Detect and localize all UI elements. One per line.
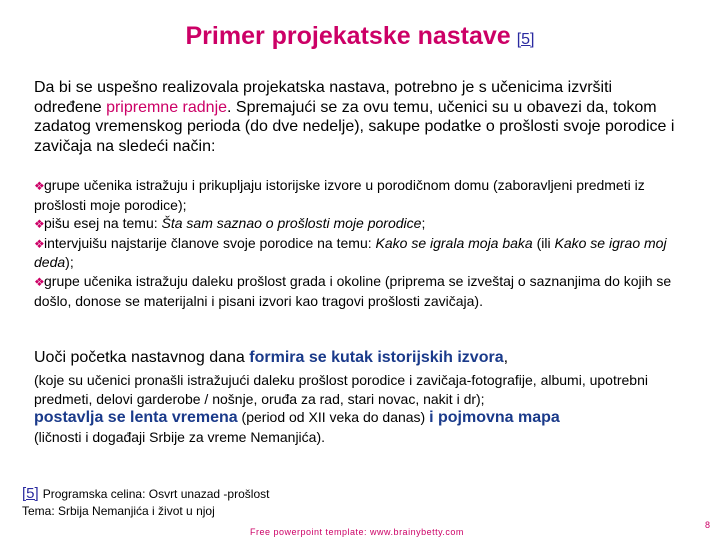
bullet-italic-2: Kako se igrao moj deda [34,234,667,271]
detail-bold-2: i pojmovna mapa [429,409,560,426]
intro-part2: . Spremajući se za ovu temu, učenici su u obavezi da, tokom zadatog vremenskog perioda (do dve nedelje), sakupe podatke o prošlosti svoje porodice i zavičaja na sledeći način: [34,98,675,155]
bullet-text: pišu esej na temu: [44,215,162,232]
bullet-after: ; [421,215,426,232]
bullet-text: grupe učenika istražuju i prikupljaju istorijske izvore u porodičnom domu (zaboravljeni predmeti iz prošlosti moje porodice); [34,177,645,213]
footnote-reference-link[interactable]: [5] [22,485,39,502]
diamond-bullet-icon: ❖ [34,274,45,289]
slide-title [0,22,720,51]
title-reference-link[interactable]: [5] [516,31,535,48]
bullet-text: grupe učenika istražuju daleku prošlost grada i okoline (priprema se izveštaj o saznanjima do kojih se došlo, donose se materijalni i pisani izvori kao tragovi prošlosti zavičaja). [34,272,672,309]
footnote-line-1 [22,485,269,503]
detail-paragraph [34,371,694,446]
intro-part1: Da bi se uspešno realizovala projekatska nastava, potrebno je s učenicima izvršiti određene [34,79,613,116]
lead-part2: , [503,349,509,366]
detail-part2: (period od XII veka do danas) [237,409,430,425]
footnote [22,485,269,520]
intro-paragraph [34,78,684,156]
list-item [34,234,694,272]
detail-part3: (ličnosti i događaji Srbije za vreme Nemanjića). [34,428,326,445]
diamond-bullet-icon: ❖ [34,179,45,193]
bullet-after-2: ); [65,254,74,271]
bullet-text: intervjuišu najstarije članove svoje porodice na temu: [44,234,376,251]
bullet-italic: Kako se igrala moja baka [375,234,533,251]
list-item [34,272,694,310]
lead-part1: Uoči početka nastavnog dana [34,349,250,366]
activity-list [34,176,694,310]
slide-title-text: Primer projekatske nastave [185,22,511,50]
detail-part1: (koje su učenici pronašli istražujući daleku prošlost porodice i zavičaja-fotografije, albumi, upotrebni predmeti, delovi garderobe / nošnje, oruđa za rad, stari novac, nakit i dr); [34,372,648,407]
intro-highlight: pripremne radnje [106,98,228,116]
lead-bold: formira se kutak istorijskih izvora [249,349,504,366]
diamond-bullet-icon: ❖ [34,236,45,251]
bullet-after: (ili [532,234,555,251]
bullet-italic: Šta sam saznao o prošlosti moje porodice [161,215,422,232]
detail-bold-1: postavlja se lenta vremena [34,409,238,426]
lead-paragraph [34,348,694,367]
list-item [34,214,694,234]
diamond-bullet-icon: ❖ [34,217,45,232]
template-credit: Free powerpoint template: www.brainybetty.com [250,527,464,537]
footnote-text-1: Programska celina: Osvrt unazad -prošlost [42,487,270,501]
footnote-text-2: Tema: Srbija Nemanjića i život u njoj [22,504,215,518]
page-number: 8 [705,520,711,530]
list-item [34,176,694,214]
